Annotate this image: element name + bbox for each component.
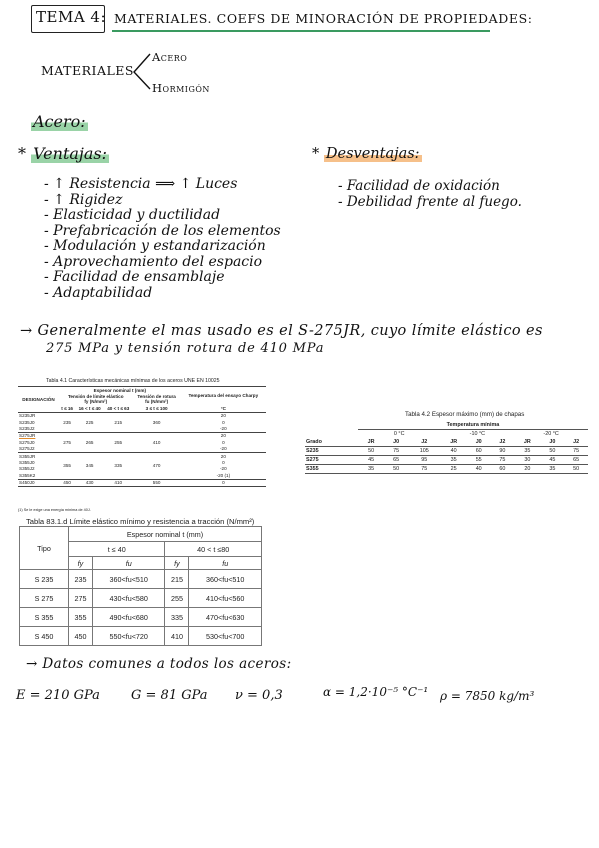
cell: 235 [59, 412, 75, 432]
cell: 265 [75, 432, 104, 452]
tabla41-footnote: (1) Se le exige una energía mínima de 40J. [18, 508, 91, 512]
desventajas-title: * Desventajas: [312, 146, 420, 162]
cell: 450 [69, 627, 93, 646]
cell: S275JR [18, 432, 59, 439]
cell: 75 [384, 447, 408, 456]
th-sub: 16 < t ≤ 40 [78, 405, 101, 411]
tabla42-caption: Tabla 4.2 Espesor máximo (mm) de chapas [405, 411, 525, 418]
cell: 45 [358, 456, 384, 465]
cell: S275J2 [19, 446, 35, 452]
cell: 430<fu<580 [92, 589, 165, 608]
list-item: - Elasticidad y ductilidad [44, 207, 221, 223]
tabla41-caption: Tabla 4.1 Características mecánicas mínimas de los aceros UNE EN 10025 [46, 378, 220, 384]
cell: 65 [384, 456, 408, 465]
cell: 450 [59, 479, 75, 486]
th-sub: J0 [467, 438, 491, 447]
table-row [20, 627, 262, 646]
cell: 345 [75, 453, 104, 480]
dato-G: G = 81 GPa [131, 688, 208, 703]
cell: 490<fu<680 [92, 608, 165, 627]
cell: 275 [59, 432, 75, 452]
table-row [305, 447, 588, 456]
cell: 20 [181, 432, 266, 439]
th-sub: fu [92, 557, 165, 570]
cell: 75 [564, 447, 588, 456]
dato-alpha: α = 1,2·10⁻⁵ °C⁻¹ [323, 685, 429, 699]
table-row [20, 589, 262, 608]
th-temp-min: Temperatura mínima [358, 421, 588, 430]
list-item: - ↑ Rigidez [44, 191, 123, 208]
list-item: - Facilidad de oxidación [338, 178, 500, 194]
cell: S 450 [20, 627, 69, 646]
th-tension-rotura: Tensión de rotura fu (N/mm²) [137, 393, 176, 405]
th-sub: fu [189, 557, 262, 570]
cell: 30 [514, 456, 540, 465]
cell: 50 [358, 447, 384, 456]
list-item: - Facilidad de ensamblaje [44, 269, 225, 285]
cell: 35 [541, 465, 565, 474]
tema-label: TEMA 4: [36, 8, 107, 26]
cell: 410<fu<560 [189, 589, 262, 608]
cell: 0 [222, 419, 225, 425]
table-row [18, 412, 266, 419]
cell: 65 [564, 456, 588, 465]
th-range: 40 < t ≤80 [165, 542, 262, 557]
th-tipo: Tipo [20, 527, 69, 570]
cell: 0 [222, 459, 225, 465]
dato-nu: ν = 0,3 [235, 688, 283, 703]
th-sub: JR [358, 438, 384, 447]
th-sub: JR [441, 438, 467, 447]
th-sub: J2 [491, 438, 515, 447]
cell: S 355 [20, 608, 69, 627]
dato-E: E = 210 GPa [16, 688, 100, 703]
cell: 95 [408, 456, 441, 465]
cell: 35 [358, 465, 384, 474]
list-item: - Adaptabilidad [44, 284, 153, 301]
cell: 255 [165, 589, 189, 608]
cell: 530<fu<700 [189, 627, 262, 646]
cell: 335 [104, 453, 133, 480]
cell: 550 [133, 479, 181, 486]
title-underline [112, 30, 490, 32]
cell: 35 [514, 447, 540, 456]
cell: S450J0 [18, 479, 59, 486]
cell: -20 (1) [216, 472, 231, 478]
cell: 0 [222, 439, 225, 445]
cell: 355 [59, 453, 75, 480]
cell: 470<fu<630 [189, 608, 262, 627]
cell: 90 [491, 447, 515, 456]
material-acero: Acero [152, 50, 188, 64]
cell: -20 [220, 425, 227, 431]
th-sub: J0 [384, 438, 408, 447]
cell: S235JR [18, 412, 59, 419]
cell: S 235 [20, 570, 69, 589]
cell: 50 [564, 465, 588, 474]
cell: 50 [384, 465, 408, 474]
list-item: - ↑ Resistencia ⟹ ↑ Luces [44, 176, 238, 192]
th-sub: 3 ≤ t ≤ 100 [145, 405, 168, 411]
ventajas-list [44, 177, 281, 301]
th-grado: Grado [305, 438, 358, 447]
cell: -20 [220, 466, 227, 472]
cell: 255 [104, 432, 133, 452]
cell: 40 [441, 447, 467, 456]
th-temp: -10 °C [469, 430, 486, 437]
list-item: - Prefabricación de los elementos [44, 222, 281, 239]
th-sub: J0 [541, 438, 565, 447]
cell: 360<fu<510 [92, 570, 165, 589]
table-row [18, 432, 266, 439]
th-sub: JR [514, 438, 540, 447]
th-designacion: DESIGNACIÓN [18, 387, 59, 413]
cell: 470 [133, 453, 181, 480]
ventajas-title: * Ventajas: [18, 144, 108, 163]
table-row [305, 465, 588, 474]
th-temp: -20 °C [543, 430, 559, 437]
th-temp: 0 °C [393, 430, 405, 437]
cell: 235 [69, 570, 93, 589]
tabla42 [305, 421, 588, 474]
cell: 35 [441, 456, 467, 465]
cell: 550<fu<720 [92, 627, 165, 646]
cell: 40 [467, 465, 491, 474]
th-sub: t ≤ 16 [61, 405, 73, 411]
cell: 55 [467, 456, 491, 465]
cell: 360 [133, 412, 181, 432]
tabla831-caption: Tabla 83.1.d Límite elástico mínimo y resistencia a tracción (N/mm²) [26, 517, 255, 526]
cell: 335 [165, 608, 189, 627]
cell: 430 [75, 479, 104, 486]
cell: 215 [165, 570, 189, 589]
cell: 60 [467, 447, 491, 456]
page-title: MATERIALES. COEFS DE MINORACIÓN DE PROPIEDADES: [114, 11, 533, 26]
cell: 410 [133, 432, 181, 452]
cell: 275 [69, 589, 93, 608]
th-sub: J2 [564, 438, 588, 447]
materiales-label: MATERIALES [41, 63, 134, 78]
cell: 45 [541, 456, 565, 465]
table-row [20, 608, 262, 627]
cell: S235J0 [19, 419, 35, 425]
cell: 360<fu<510 [189, 570, 262, 589]
th-tension-limite: Tensión de límite elástico fy (N/mm²) [67, 393, 124, 405]
cell: 225 [75, 412, 104, 432]
th-temp-unit: °C [220, 405, 226, 411]
cell: 25 [441, 465, 467, 474]
th-espesor: Espesor nominal t (mm) [59, 387, 181, 394]
material-hormigon: Hormigón [152, 81, 210, 95]
cell: 20 [181, 412, 266, 419]
cell: 75 [491, 456, 515, 465]
datos-heading: → Datos comunes a todos los aceros: [26, 656, 292, 672]
table-row [18, 453, 266, 460]
th-sub: 40 < t ≤ 63 [107, 405, 130, 411]
desventajas-list [338, 179, 522, 210]
cell: S355 [305, 465, 358, 474]
cell: 215 [104, 412, 133, 432]
cell: S275J0 [19, 439, 35, 445]
dato-rho: ρ = 7850 kg/m³ [440, 689, 535, 703]
cell: S 275 [20, 589, 69, 608]
cell: S355JR [18, 453, 59, 460]
table-row [20, 570, 262, 589]
cell: 75 [408, 465, 441, 474]
cell: S355K2 [19, 472, 36, 478]
cell: 410 [104, 479, 133, 486]
list-item: - Modulación y estandarización [44, 238, 266, 254]
list-item: - Aprovechamiento del espacio [44, 253, 263, 270]
cell: S355J0 [19, 459, 35, 465]
cell: 355 [69, 608, 93, 627]
general-note-line2: 275 MPa y tensión rotura de 410 MPa [46, 341, 325, 356]
cell: S355J2 [19, 466, 35, 472]
acero-heading: Acero: [33, 112, 86, 131]
cell: 410 [165, 627, 189, 646]
cell: 0 [181, 479, 266, 486]
table-row [305, 456, 588, 465]
th-range: t ≤ 40 [69, 542, 165, 557]
materiales-bracket [128, 52, 154, 92]
th-espesor: Espesor nominal t (mm) [69, 527, 262, 542]
cell: -20 [220, 446, 227, 452]
cell: 105 [408, 447, 441, 456]
th-sub: fy [69, 557, 93, 570]
tabla831 [19, 526, 262, 646]
cell: 60 [491, 465, 515, 474]
cell: S235 [305, 447, 358, 456]
table-row [18, 479, 266, 486]
cell: 20 [514, 465, 540, 474]
list-item: - Debilidad frente al fuego. [338, 193, 522, 210]
th-temp: Temperatura del ensayo Charpy [181, 387, 266, 406]
cell: 50 [541, 447, 565, 456]
cell: S275 [305, 456, 358, 465]
tabla41 [18, 386, 266, 487]
general-note-line1: → Generalmente el mas usado es el S-275JR, cuyo límite elástico es [20, 323, 543, 339]
th-sub: fy [165, 557, 189, 570]
cell: S235J2 [19, 425, 35, 431]
cell: 20 [181, 453, 266, 460]
th-sub: J2 [408, 438, 441, 447]
